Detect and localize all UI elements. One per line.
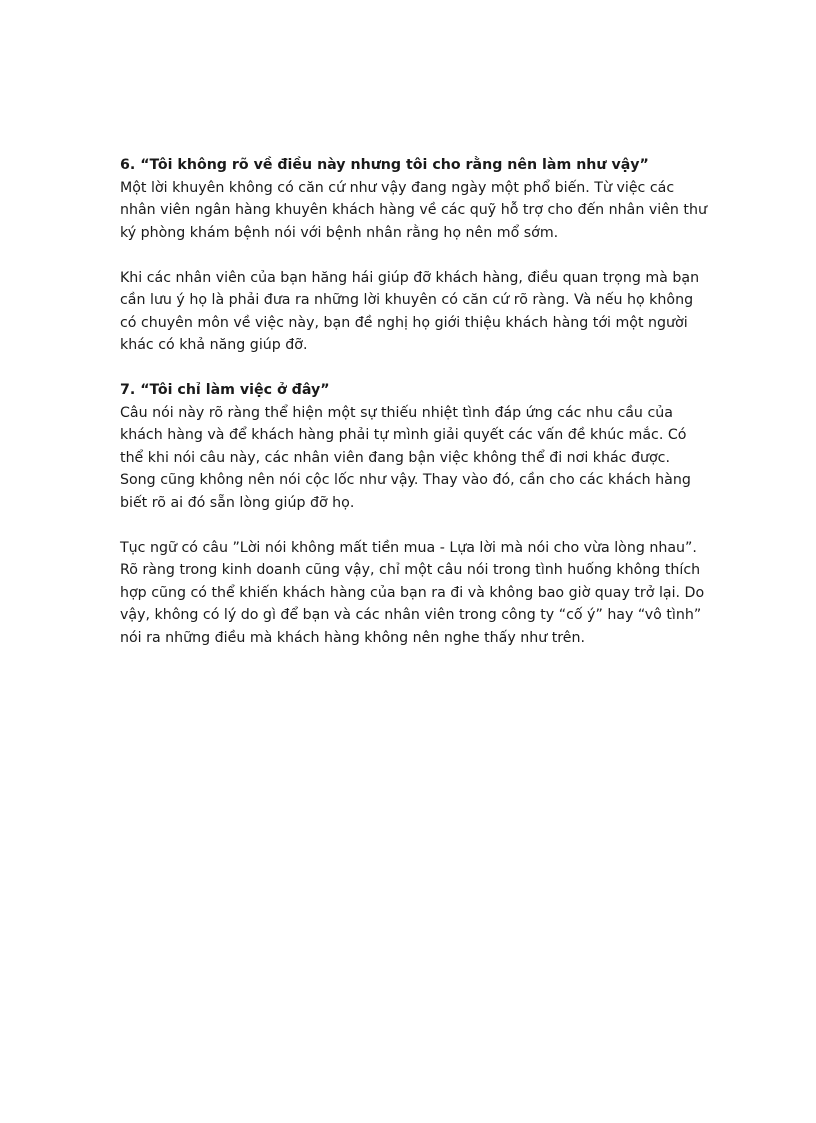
- section-6-paragraph-2: Khi các nhân viên của bạn hăng hái giúp đỡ khách hàng, điều quan trọng mà bạn cần lưu ý họ là phải đưa ra những lời khuyên có căn cứ rõ ràng. Và nếu họ không có chuyên môn về việc này, bạn đề nghị họ giới thiệu khách hàng tới một người khác có khả năng giúp đỡ.: [120, 269, 700, 353]
- section-6-heading: 6. “Tôi không rõ về điều này nhưng tôi cho rằng nên làm như vậy”: [120, 157, 649, 173]
- section-7-heading: 7. “Tôi chỉ làm việc ở đây”: [120, 382, 330, 398]
- document-body: [120, 154, 710, 649]
- section-6-paragraph-1: Một lời khuyên không có căn cứ như vậy đang ngày một phổ biến. Từ việc các nhân viên ngân hàng khuyên khách hàng về các quỹ hỗ trợ cho đến nhân viên thư ký phòng khám bệnh nói với bệnh nhân rằng họ nên mổ sớm.: [120, 179, 707, 241]
- paragraph-spacer: [120, 244, 710, 267]
- section-7-paragraph-2: Tục ngữ có câu ”Lời nói không mất tiền mua - Lựa lời mà nói cho vừa lòng nhau”. Rõ ràng trong kinh doanh cũng vậy, chỉ một câu nói trong tình huống không thích hợp cũng có thể khiến khách hàng của bạn ra đi và không bao giờ quay trở lại. Do vậy, không có lý do gì để bạn và các nhân viên trong công ty “cố ý” hay “vô tình” nói ra những điều mà khách hàng không nên nghe thấy như trên.: [120, 539, 705, 646]
- paragraph-spacer: [120, 514, 710, 537]
- section-7-paragraph-1: Câu nói này rõ ràng thể hiện một sự thiếu nhiệt tình đáp ứng các nhu cầu của khách hàng và để khách hàng phải tự mình giải quyết các vấn đề khúc mắc. Có thể khi nói câu này, các nhân viên đang bận việc không thể đi nơi khác được. Song cũng không nên nói cộc lốc như vậy. Thay vào đó, cần cho các khách hàng biết rõ ai đó sẵn lòng giúp đỡ họ.: [120, 404, 691, 511]
- section-spacer: [120, 357, 710, 380]
